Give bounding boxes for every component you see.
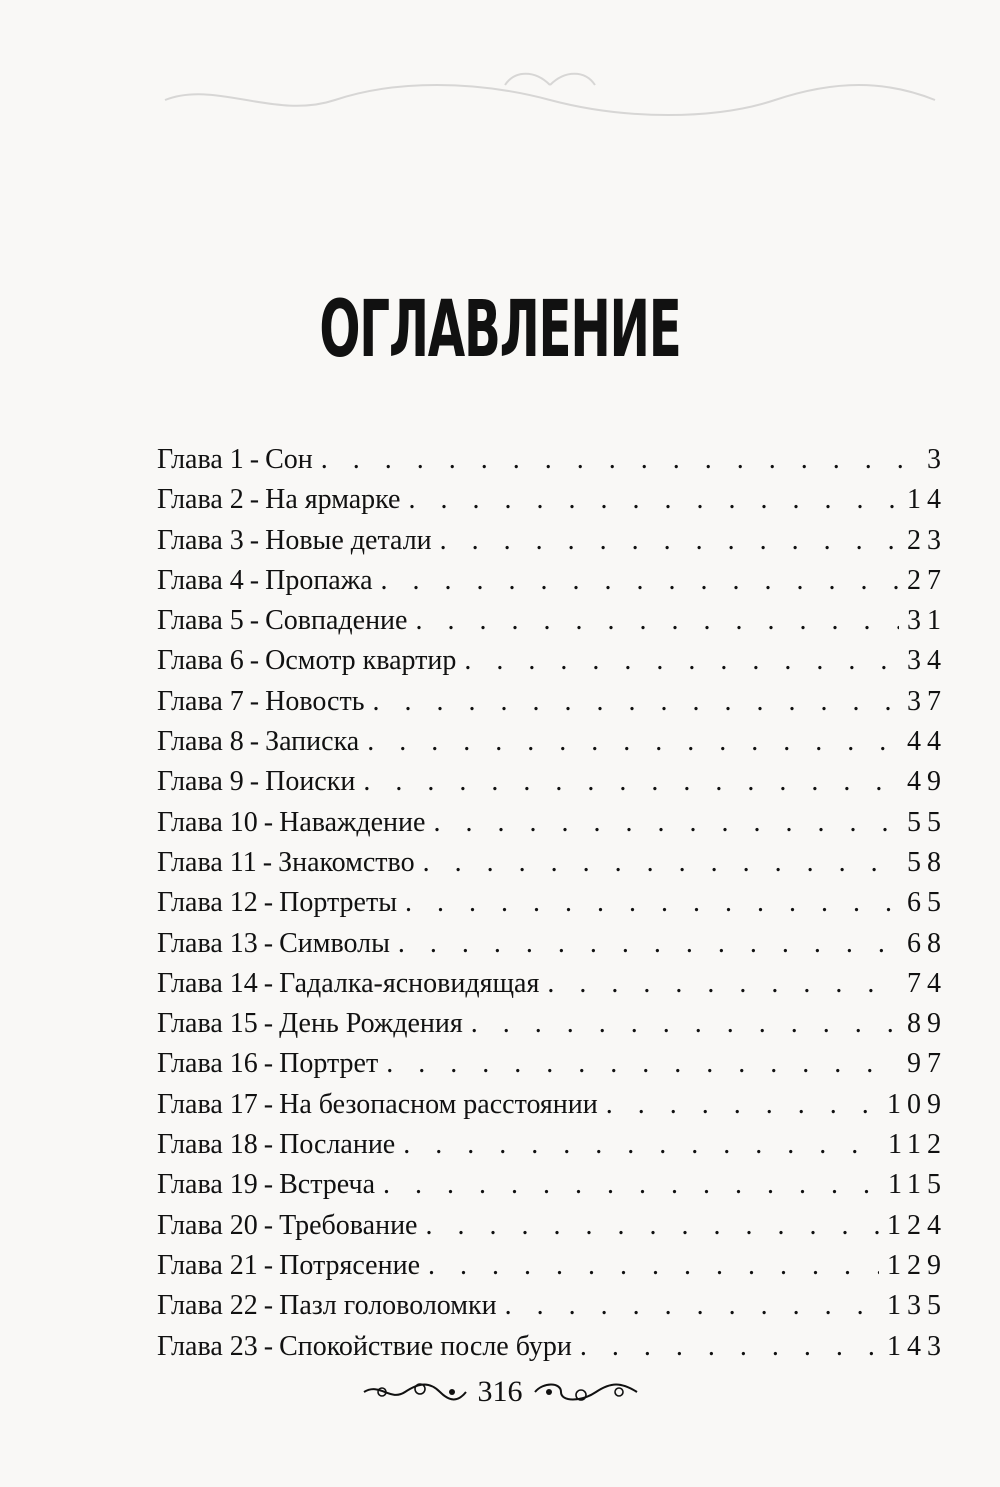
page-number: 316 bbox=[477, 1375, 523, 1408]
dot-leader bbox=[405, 883, 899, 923]
toc-entry bbox=[157, 924, 947, 964]
chapter-label: Глава 16 bbox=[157, 1048, 258, 1080]
chapter-label: Глава 18 bbox=[157, 1129, 258, 1161]
dot-leader bbox=[464, 641, 899, 681]
chapter-label: Глава 8 bbox=[157, 726, 244, 758]
chapter-title: На безопасном расстоянии bbox=[279, 1088, 598, 1120]
chapter-title: Гадалка-ясновидящая bbox=[279, 967, 540, 999]
chapter-page: 37 bbox=[907, 685, 947, 717]
chapter-title: Портреты bbox=[279, 887, 397, 919]
toc-entry bbox=[157, 440, 947, 480]
chapter-page: 55 bbox=[907, 806, 947, 838]
chapter-page: 34 bbox=[907, 645, 947, 677]
chapter-label: Глава 9 bbox=[157, 766, 244, 798]
chapter-page: 135 bbox=[887, 1290, 947, 1322]
separator-dash: - bbox=[249, 766, 260, 798]
dot-leader bbox=[386, 1044, 899, 1084]
chapter-page: 112 bbox=[888, 1129, 947, 1161]
separator-dash: - bbox=[263, 887, 274, 919]
chapter-title: Наваждение bbox=[279, 806, 426, 838]
chapter-page: 68 bbox=[907, 927, 947, 959]
chapter-label: Глава 3 bbox=[157, 524, 244, 556]
toc-entry bbox=[157, 1085, 947, 1125]
dot-leader bbox=[505, 1286, 879, 1326]
toc-entry bbox=[157, 964, 947, 1004]
dot-leader bbox=[471, 1004, 899, 1044]
chapter-page: 27 bbox=[907, 564, 947, 596]
chapter-title: Новость bbox=[265, 685, 365, 717]
toc-entry bbox=[157, 1125, 947, 1165]
chapter-page: 124 bbox=[887, 1209, 947, 1241]
separator-dash: - bbox=[263, 1290, 274, 1322]
chapter-label: Глава 6 bbox=[157, 645, 244, 677]
dot-leader bbox=[423, 843, 899, 883]
separator-dash: - bbox=[263, 1249, 274, 1281]
chapter-title: Поиски bbox=[265, 766, 356, 798]
chapter-title: Символы bbox=[279, 927, 390, 959]
dot-leader bbox=[409, 480, 900, 520]
chapter-label: Глава 10 bbox=[157, 806, 258, 838]
dot-leader bbox=[372, 682, 899, 722]
separator-dash: - bbox=[263, 1088, 274, 1120]
chapter-page: 3 bbox=[927, 444, 947, 475]
chapter-label: Глава 2 bbox=[157, 484, 244, 516]
chapter-page: 89 bbox=[907, 1008, 947, 1040]
chapter-title: Новые детали bbox=[265, 524, 432, 556]
chapter-title: Встреча bbox=[279, 1169, 376, 1201]
toc-entry bbox=[157, 843, 947, 883]
toc-entry bbox=[157, 1004, 947, 1044]
separator-dash: - bbox=[263, 1209, 274, 1241]
chapter-label: Глава 7 bbox=[157, 685, 244, 717]
chapter-title: Сон bbox=[265, 444, 313, 475]
separator-dash: - bbox=[249, 564, 260, 596]
chapter-page: 49 bbox=[907, 766, 947, 798]
separator-dash: - bbox=[263, 1129, 274, 1161]
dot-leader bbox=[363, 762, 899, 802]
chapter-label: Глава 15 bbox=[157, 1008, 258, 1040]
chapter-page: 23 bbox=[907, 524, 947, 556]
separator-dash: - bbox=[249, 524, 260, 556]
separator-dash: - bbox=[263, 806, 274, 838]
chapter-label: Глава 21 bbox=[157, 1249, 258, 1281]
chapter-title: Совпадение bbox=[265, 605, 408, 637]
dot-leader bbox=[403, 1125, 880, 1165]
chapter-title: Записка bbox=[265, 726, 360, 758]
dot-leader bbox=[433, 803, 899, 843]
toc-entry bbox=[157, 1327, 947, 1367]
dot-leader bbox=[425, 1206, 879, 1246]
left-flourish-icon bbox=[360, 1377, 470, 1407]
page-footer bbox=[0, 1372, 1000, 1412]
chapter-label: Глава 5 bbox=[157, 605, 244, 637]
separator-dash: - bbox=[249, 484, 260, 516]
chapter-page: 14 bbox=[907, 484, 947, 516]
separator-dash: - bbox=[249, 685, 260, 717]
chapter-title: Пропажа bbox=[265, 564, 373, 596]
chapter-page: 143 bbox=[887, 1330, 947, 1362]
chapter-label: Глава 1 bbox=[157, 444, 244, 475]
separator-dash: - bbox=[249, 605, 260, 637]
toc-entry bbox=[157, 1286, 947, 1326]
dot-leader bbox=[415, 601, 899, 641]
separator-dash: - bbox=[249, 726, 260, 758]
dot-leader bbox=[606, 1085, 879, 1125]
chapter-page: 97 bbox=[907, 1048, 947, 1080]
toc-entry bbox=[157, 1044, 947, 1084]
toc-entry bbox=[157, 722, 947, 762]
chapter-label: Глава 23 bbox=[157, 1330, 258, 1362]
bleed-through-ornament bbox=[155, 60, 945, 120]
dot-leader bbox=[367, 722, 899, 762]
table-of-contents bbox=[157, 440, 947, 1367]
chapter-page: 65 bbox=[907, 887, 947, 919]
separator-dash: - bbox=[263, 1008, 274, 1040]
chapter-title: Знакомство bbox=[278, 846, 415, 878]
chapter-label: Глава 14 bbox=[157, 967, 258, 999]
chapter-label: Глава 22 bbox=[157, 1290, 258, 1322]
chapter-label: Глава 19 bbox=[157, 1169, 258, 1201]
toc-entry bbox=[157, 803, 947, 843]
chapter-page: 31 bbox=[907, 605, 947, 637]
toc-entry bbox=[157, 561, 947, 601]
toc-entry bbox=[157, 762, 947, 802]
chapter-page: 74 bbox=[907, 967, 947, 999]
toc-entry bbox=[157, 601, 947, 641]
dot-leader bbox=[428, 1246, 879, 1286]
separator-dash: - bbox=[249, 645, 260, 677]
chapter-label: Глава 11 bbox=[157, 846, 257, 878]
chapter-label: Глава 17 bbox=[157, 1088, 258, 1120]
right-flourish-icon bbox=[531, 1377, 641, 1407]
separator-dash: - bbox=[263, 1330, 274, 1362]
dot-leader bbox=[547, 964, 899, 1004]
chapter-title: Спокойствие после бури bbox=[279, 1330, 572, 1362]
chapter-title: Осмотр квартир bbox=[265, 645, 457, 677]
toc-entry bbox=[157, 641, 947, 681]
chapter-title: На ярмарке bbox=[265, 484, 401, 516]
toc-entry bbox=[157, 480, 947, 520]
toc-entry bbox=[157, 1246, 947, 1286]
dot-leader bbox=[580, 1327, 879, 1367]
chapter-page: 109 bbox=[887, 1088, 947, 1120]
chapter-page: 44 bbox=[907, 726, 947, 758]
chapter-title: Пазл головоломки bbox=[279, 1290, 497, 1322]
chapter-label: Глава 20 bbox=[157, 1209, 258, 1241]
separator-dash: - bbox=[263, 927, 274, 959]
chapter-label: Глава 13 bbox=[157, 927, 258, 959]
toc-entry bbox=[157, 682, 947, 722]
dot-leader bbox=[381, 561, 900, 601]
dot-leader bbox=[321, 440, 919, 480]
dot-leader bbox=[383, 1165, 880, 1205]
chapter-title: Портрет bbox=[279, 1048, 379, 1080]
dot-leader bbox=[398, 924, 899, 964]
chapter-label: Глава 12 bbox=[157, 887, 258, 919]
chapter-title: Потрясение bbox=[279, 1249, 420, 1281]
separator-dash: - bbox=[263, 1169, 274, 1201]
toc-entry bbox=[157, 521, 947, 561]
separator-dash: - bbox=[263, 967, 274, 999]
toc-entry bbox=[157, 1206, 947, 1246]
chapter-title: День Рождения bbox=[279, 1008, 463, 1040]
page-title: ОГЛАВЛЕНИЕ bbox=[319, 285, 681, 375]
separator-dash: - bbox=[263, 1048, 274, 1080]
separator-dash: - bbox=[262, 846, 273, 878]
chapter-title: Послание bbox=[279, 1129, 396, 1161]
dot-leader bbox=[440, 521, 899, 561]
chapter-title: Требование bbox=[279, 1209, 418, 1241]
chapter-page: 58 bbox=[907, 846, 947, 878]
chapter-label: Глава 4 bbox=[157, 564, 244, 596]
chapter-page: 129 bbox=[887, 1249, 947, 1281]
toc-entry bbox=[157, 883, 947, 923]
toc-entry bbox=[157, 1165, 947, 1205]
separator-dash: - bbox=[249, 444, 260, 475]
chapter-page: 115 bbox=[888, 1169, 947, 1201]
